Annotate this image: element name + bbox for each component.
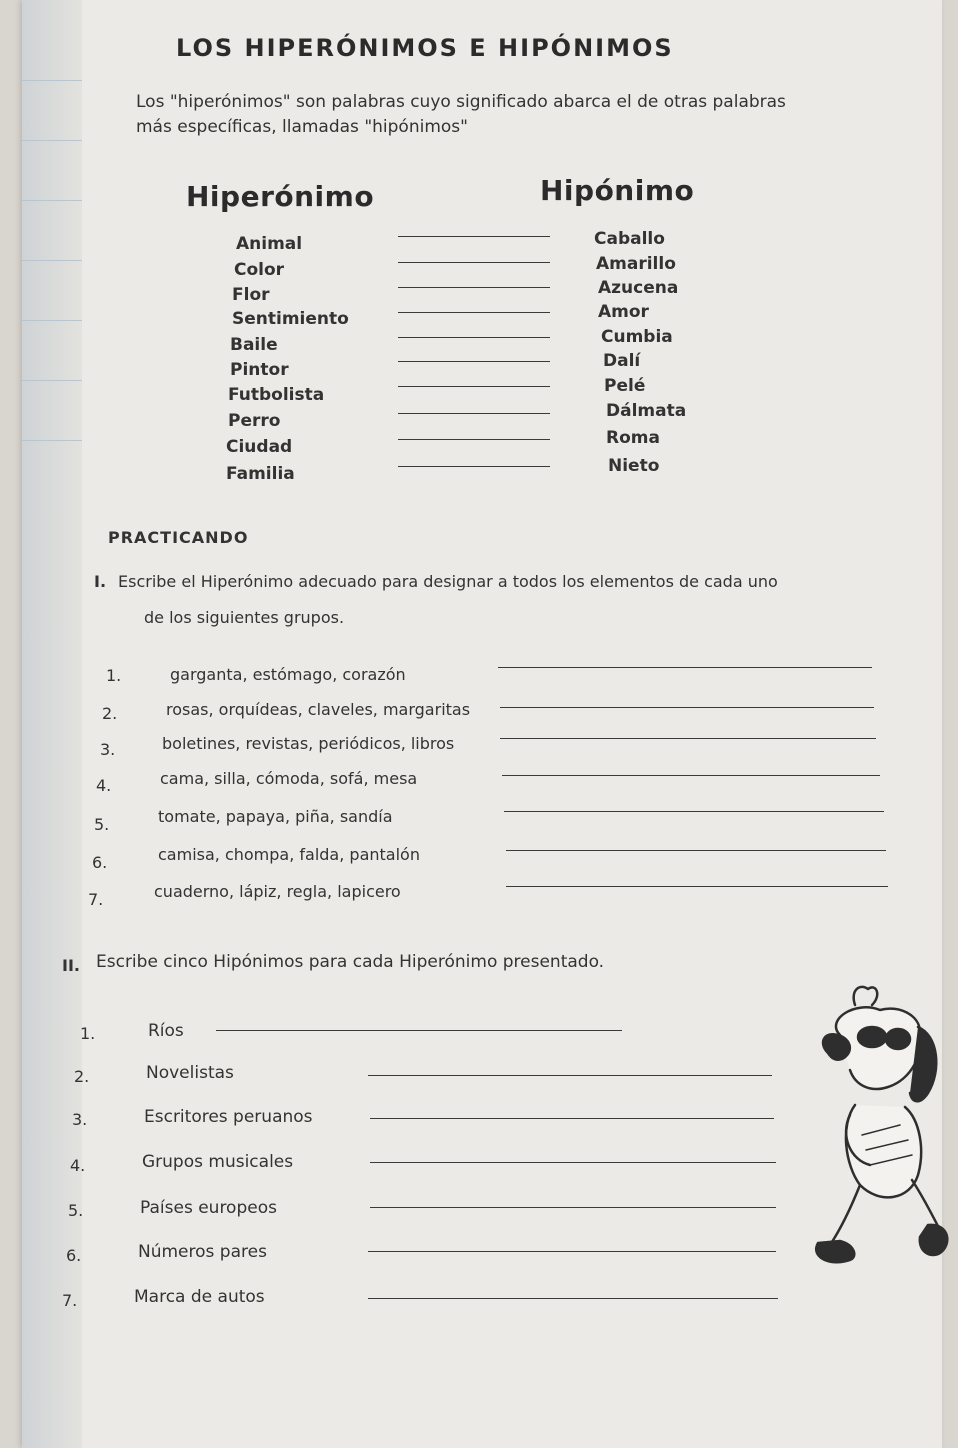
column-header-hyperonym: Hiperónimo <box>186 180 375 213</box>
hyperonym-prompt: Números pares <box>138 1242 267 1262</box>
word-group: boletines, revistas, periódicos, libros <box>162 734 455 753</box>
hyponym-item: Azucena <box>598 278 679 298</box>
word-group: tomate, papaya, piña, sandía <box>158 807 393 826</box>
answer-line <box>498 667 872 668</box>
hyponym-item: Nieto <box>608 456 660 476</box>
part1-instruction-line1: Escribe el Hiperónimo adecuado para designar a todos los elementos de cada uno <box>118 572 778 591</box>
answer-line <box>500 707 874 708</box>
notebook-margin <box>22 0 82 1448</box>
margin-rule <box>22 80 82 81</box>
answer-line <box>370 1118 774 1119</box>
column-header-hyponym: Hipónimo <box>540 174 695 207</box>
hyperonym-item: Color <box>234 260 285 280</box>
word-group: garganta, estómago, corazón <box>170 665 406 684</box>
margin-rule <box>22 320 82 321</box>
hyperonym-prompt: Escritores peruanos <box>144 1107 313 1127</box>
item-number: 7. <box>62 1291 78 1310</box>
answer-line <box>370 1207 776 1208</box>
answer-line <box>398 386 550 387</box>
margin-rule <box>22 440 82 441</box>
hyponym-item: Pelé <box>604 376 646 396</box>
item-number: 1. <box>106 666 122 685</box>
margin-rule <box>22 260 82 261</box>
margin-rule <box>22 140 82 141</box>
item-number: 2. <box>74 1067 90 1086</box>
answer-line <box>398 439 550 440</box>
answer-line <box>398 262 550 263</box>
answer-line <box>398 312 550 313</box>
hyperonym-item: Ciudad <box>226 437 293 457</box>
answer-line <box>506 850 886 851</box>
answer-line <box>398 337 550 338</box>
hyponym-item: Dálmata <box>606 401 687 421</box>
word-group: rosas, orquídeas, claveles, margaritas <box>166 700 471 719</box>
part1-instruction-line2: de los siguientes grupos. <box>144 608 345 627</box>
answer-line <box>502 775 880 776</box>
item-number: 5. <box>94 815 110 834</box>
page-title: LOS HIPERÓNIMOS E HIPÓNIMOS <box>176 34 674 62</box>
item-number: 3. <box>100 740 116 759</box>
answer-line <box>504 811 884 812</box>
margin-rule <box>22 380 82 381</box>
hyperonym-item: Perro <box>228 411 281 431</box>
answer-line <box>398 236 550 237</box>
body <box>846 1105 921 1197</box>
hyperonym-item: Flor <box>232 285 270 305</box>
answer-line <box>216 1030 622 1031</box>
intro-paragraph: Los "hiperónimos" son palabras cuyo significado abarca el de otras palabras más específicas, llamadas "hipónimos" <box>136 92 786 137</box>
hyperonym-prompt: Ríos <box>148 1021 184 1041</box>
answer-line <box>398 287 550 288</box>
word-group: cuaderno, lápiz, regla, lapicero <box>154 882 401 901</box>
hyperonym-item: Pintor <box>230 360 289 380</box>
sunglasses-left <box>858 1027 886 1047</box>
hair-tuft <box>854 987 878 1005</box>
skate-left <box>816 1241 854 1262</box>
hyperonym-item: Futbolista <box>228 385 325 405</box>
nose <box>823 1034 850 1060</box>
hyperonym-item: Sentimiento <box>232 309 349 329</box>
hyperonym-prompt: Marca de autos <box>134 1287 265 1307</box>
snoopy-illustration <box>800 975 950 1285</box>
hyperonym-item: Baile <box>230 335 278 355</box>
item-number: 6. <box>92 853 108 872</box>
answer-line <box>500 738 876 739</box>
hyponym-item: Amor <box>598 302 649 322</box>
item-number: 4. <box>96 776 112 795</box>
hyponym-item: Roma <box>606 428 660 448</box>
hyponym-item: Dalí <box>603 351 641 371</box>
practice-heading: PRACTICANDO <box>108 528 249 547</box>
skate-right <box>920 1225 948 1255</box>
answer-line <box>368 1251 776 1252</box>
answer-line <box>370 1162 776 1163</box>
item-number: 7. <box>88 890 104 909</box>
hyponym-item: Cumbia <box>601 327 673 347</box>
answer-line <box>398 413 550 414</box>
part2-instruction: Escribe cinco Hipónimos para cada Hiperónimo presentado. <box>96 952 605 972</box>
margin-rule <box>22 200 82 201</box>
item-number: 5. <box>68 1201 84 1220</box>
item-number: 2. <box>102 704 118 723</box>
part1-roman: I. <box>94 572 107 591</box>
hyperonym-item: Familia <box>226 464 295 484</box>
answer-line <box>506 886 888 887</box>
word-group: camisa, chompa, falda, pantalón <box>158 845 420 864</box>
answer-line <box>398 361 550 362</box>
word-group: cama, silla, cómoda, sofá, mesa <box>160 769 418 788</box>
hyponym-item: Caballo <box>594 229 665 249</box>
hyperonym-prompt: Grupos musicales <box>142 1152 294 1172</box>
answer-line <box>368 1298 778 1299</box>
hyperonym-prompt: Países europeos <box>140 1198 277 1218</box>
hyponym-item: Amarillo <box>596 254 676 274</box>
hyperonym-prompt: Novelistas <box>146 1063 234 1083</box>
answer-line <box>368 1075 772 1076</box>
sunglasses-right <box>886 1029 910 1049</box>
hyperonym-item: Animal <box>236 234 303 254</box>
item-number: 4. <box>70 1156 86 1175</box>
item-number: 6. <box>66 1246 82 1265</box>
item-number: 3. <box>72 1110 88 1129</box>
item-number: 1. <box>80 1024 96 1043</box>
answer-line <box>398 466 550 467</box>
part2-roman: II. <box>62 956 80 975</box>
